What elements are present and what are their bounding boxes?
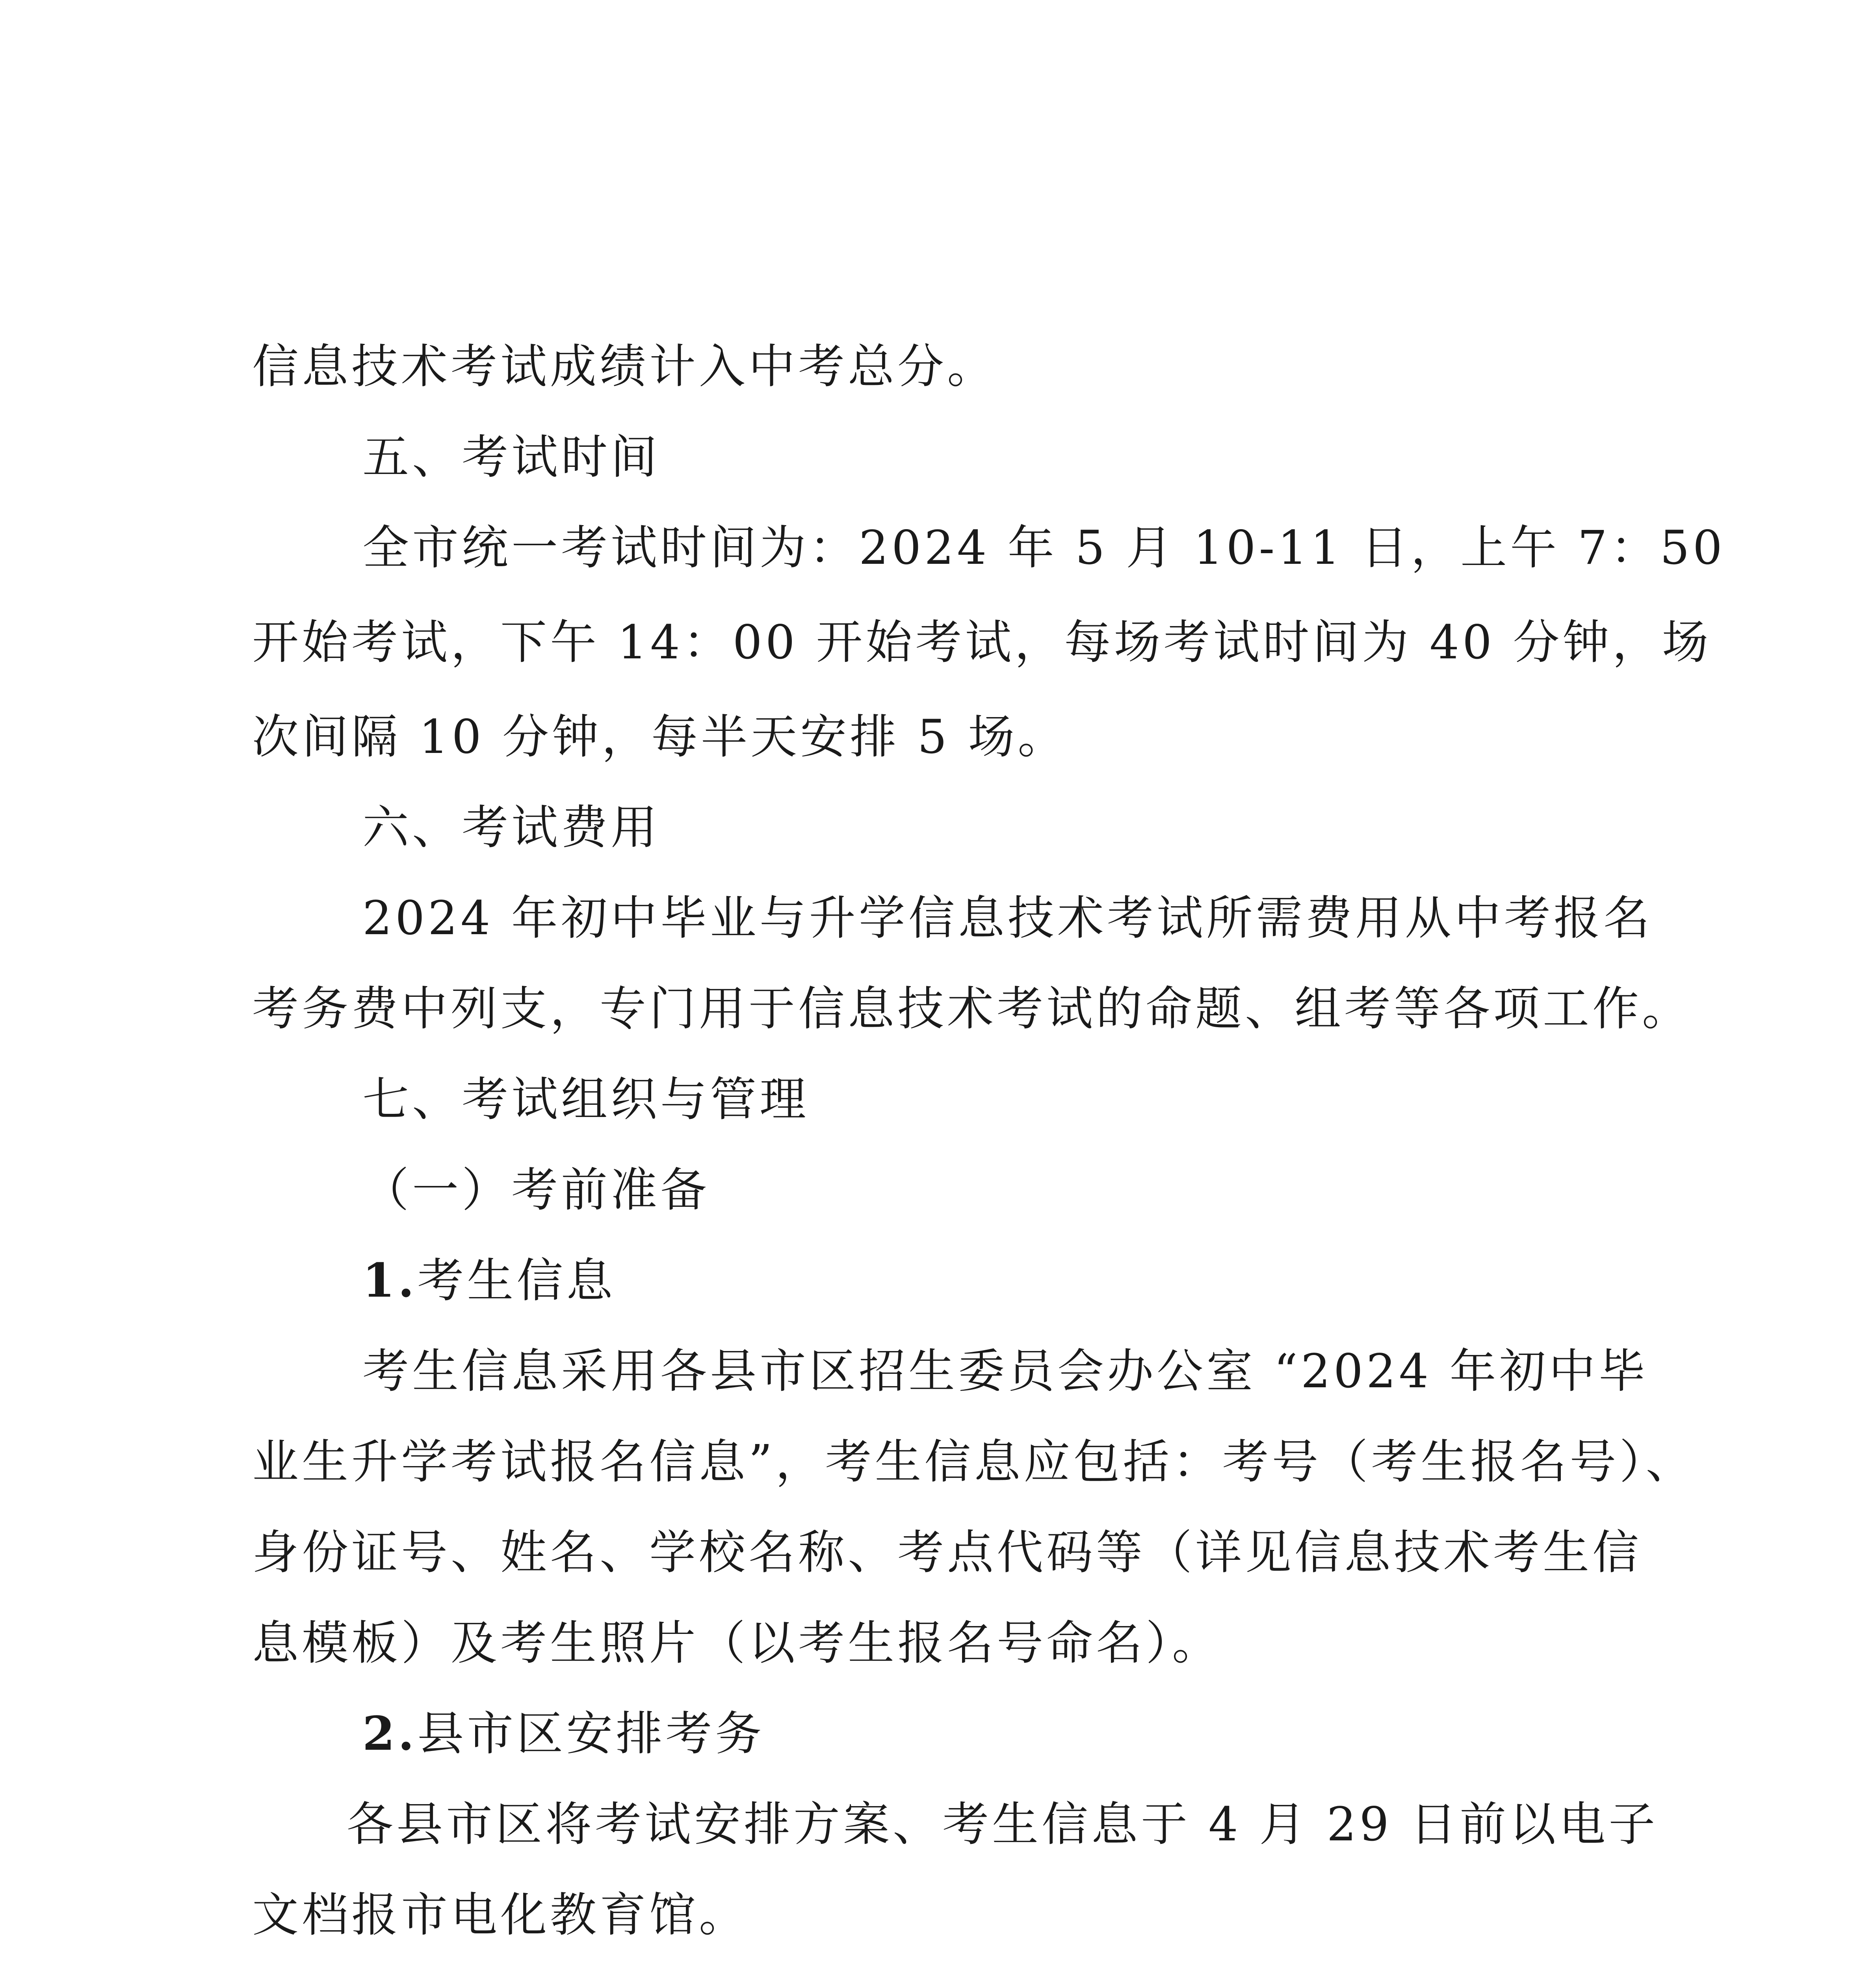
section-heading-organization: 七、考试组织与管理 <box>362 1072 810 1126</box>
paragraph-line: 各县市区将考试安排方案、考生信息于 4 月 29 日前以电子 <box>347 1797 1659 1851</box>
item-heading-county-arrangement <box>362 1706 1635 1761</box>
paragraph-line: 信息技术考试成绩计入中考总分。 <box>252 339 997 394</box>
paragraph-line: 2024 年初中毕业与升学信息技术考试所需费用从中考报名 <box>362 891 1653 945</box>
paragraph-line: 考生信息采用各县市区招生委员会办公室 “2024 年初中毕 <box>362 1344 1648 1398</box>
subsection-heading-preparation: （一）考前准备 <box>362 1163 710 1217</box>
item-number: 1. <box>362 1253 418 1308</box>
paragraph-line: 身份证号、姓名、学校名称、考点代码等（详见信息技术考生信 <box>252 1525 1642 1580</box>
item-title: 考生信息 <box>417 1253 616 1308</box>
item-heading-candidate-info <box>362 1253 1635 1308</box>
item-number: 2. <box>362 1706 418 1761</box>
paragraph-line: 考务费中列支，专门用于信息技术考试的命题、组考等各项工作。 <box>252 981 1692 1036</box>
section-heading-exam-fee: 六、考试费用 <box>362 800 661 855</box>
paragraph-line: 业生升学考试报名信息”，考生信息应包括：考号（考生报名号）、 <box>252 1435 1696 1489</box>
paragraph-line: 息模板）及考生照片（以考生报名号命名）。 <box>252 1616 1222 1670</box>
paragraph-line: 文档报市电化教育馆。 <box>252 1888 749 1942</box>
paragraph-line: 开始考试，下午 14：00 开始考试，每场考试时间为 40 分钟，场 <box>252 615 1712 669</box>
paragraph-line: 全市统一考试时间为：2024 年 5 月 10-11 日，上午 7：50 <box>362 520 1726 575</box>
paragraph-line: 次间隔 10 分钟，每半天安排 5 场。 <box>252 710 1068 764</box>
item-title: 县市区安排考务 <box>417 1706 765 1761</box>
section-heading-exam-time: 五、考试时间 <box>362 430 661 484</box>
